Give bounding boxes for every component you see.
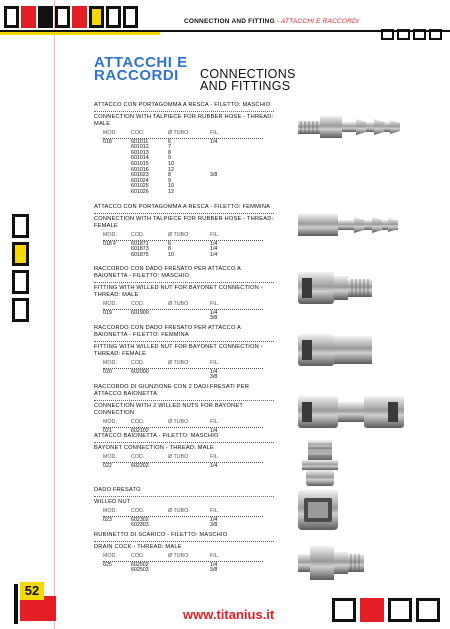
table-cell: 601900 [131,309,149,316]
table-cell: 018 [103,138,112,145]
table-body [103,464,274,470]
table-header-cell: Ø TUBO [168,360,189,366]
table-header-cell: MOD. [103,301,117,307]
product-image-018 [296,112,406,142]
table-cell: 7 [168,144,171,151]
table-header-cell: Ø TUBO [168,232,189,238]
entry-title-it: RACCORDO CON DADO FRESATO PER ATTACCO A BAIONETTA - FILETTO: FEMMINA [94,325,241,338]
table-header-cell: FIL. [210,360,220,366]
table-divider [103,427,263,428]
table-header-cell: FIL. [210,301,220,307]
table-cell: 601014 [131,155,149,162]
table-body [103,370,274,381]
table-cell: 602202 [131,462,149,469]
product-entry [94,102,274,196]
table-cell: 1/4 [210,240,218,247]
table-cell [168,316,210,322]
table-cell: 6 [168,138,171,145]
table-divider [103,561,263,562]
table-cell: 12 [168,166,174,173]
table-cell: 8 [168,246,171,253]
product-image-025 [296,540,366,586]
entry-divider [94,442,274,443]
table-cell [168,568,210,574]
table-cell [210,190,250,196]
product-entry [94,433,274,469]
table-cell: 1/4 [210,427,218,434]
table-cell [103,190,131,196]
table-header-cell: FIL. [210,553,220,559]
table-header-cell: MOD. [103,232,117,238]
table-header-cell: MOD. [103,130,117,136]
footer-decor-squares [332,598,440,622]
section-label: CONNECTION AND FITTING [184,18,275,25]
page-title-it [94,56,188,82]
table-cell: 601012 [131,144,149,151]
table-cell: 1/4 [210,138,218,145]
table-header-cell: Ø TUBO [168,301,189,307]
entry-divider [94,111,274,112]
code-table [103,361,274,367]
product-entry [94,487,274,529]
table-header-cell: MOD. [103,508,117,514]
entry-title-en: FITTING WITH WILLED NUT FOR BAYONET CONNECTION - THREAD: FEMALE [94,344,263,357]
product-entry [94,325,274,381]
table-cell [168,464,210,470]
table-body [103,242,274,259]
brand-logo [4,6,138,28]
table-header-cell: COD. [131,419,145,425]
table-cell: 1/4 [210,462,218,469]
entry-divider [94,496,274,497]
entry-title-en: DRAIN COCK - THREAD: MALE [94,544,182,550]
code-table [103,420,274,426]
table-cell: 1/4 [210,246,218,253]
table-divider [103,516,263,517]
table-cell: 019 [103,309,112,316]
entry-divider [94,282,274,283]
table-cell: 021 [103,427,112,434]
table-cell: 3/8 [210,567,218,574]
table-cell [103,523,131,529]
website-link[interactable]: www.titanius.it [183,607,275,622]
table-header-cell: FIL. [210,130,220,136]
product-entry [94,384,274,434]
table-body [103,140,274,196]
title-it-line2: RACCORDI [94,67,179,84]
table-divider [103,240,263,241]
table-cell: 602303 [131,522,149,529]
table-cell: 601873 [131,246,149,253]
table-cell: 3/8 [210,315,218,322]
table-cell: 10 [168,160,174,167]
title-en-line2: AND FITTINGS [200,79,291,93]
product-image-018f [296,212,406,238]
table-cell: 12 [168,188,174,195]
table-cell: 3/8 [210,172,218,179]
table-header-cell: COD. [131,130,145,136]
table-cell [103,568,131,574]
product-image-019 [296,268,376,308]
entry-title-it: RACCORDO CON DADO FRESATO PER ATTACCO A BAIONETTA - FILETTO: MASCHIO [94,266,241,279]
entry-title-it: RACCORDO DI GIUNZIONE CON 2 DADI FRESATI PER ATTACCO BAIONETTA [94,384,250,397]
product-entry [94,532,274,574]
product-image-023 [294,488,344,532]
section-label-it: - ATTACCHI E RACCORDI [276,18,359,25]
table-cell: 602102 [131,427,149,434]
table-cell: 601015 [131,160,149,167]
entry-title-it: ATTACCO CON PORTAGOMMA A RESCA - FILETTO: MASCHIO [94,102,271,108]
table-cell: 9 [168,177,171,184]
table-cell: 601024 [131,177,149,184]
top-accent-bar [0,32,160,35]
table-cell: 602302 [131,516,149,523]
table-cell: 9 [168,155,171,162]
title-en-line1: CONNECTIONS [200,67,296,81]
table-cell: 10 [168,251,174,258]
table-cell: 8 [168,172,171,179]
table-cell: 601011 [131,138,149,145]
table-cell [168,375,210,381]
table-header-cell: COD. [131,508,145,514]
table-cell [131,316,168,322]
table-cell: 1/4 [210,516,218,523]
table-header-cell: Ø TUBO [168,130,189,136]
page-title-en [200,68,296,92]
table-divider [103,138,263,139]
table-cell [168,523,210,529]
table-cell: 602000 [131,368,149,375]
entry-title-it: DADO FRESATO [94,487,141,493]
entry-title-it: RUBINETTO DI SCARICO - FILETTO: MASCHIO [94,532,228,538]
table-cell: 601023 [131,172,149,179]
table-cell: 601875 [131,251,149,258]
entry-title-en: FITTING WITH WILLED NUT FOR BAYONET CONNECTION - THREAD: MALE [94,285,263,298]
product-image-022 [296,438,346,488]
table-cell: 023 [103,516,112,523]
title-it-line1: ATTACCHI E [94,54,188,71]
table-divider [103,368,263,369]
table-header-cell: FIL. [210,232,220,238]
table-cell: 601016 [131,166,149,173]
header-decor-squares [381,29,442,40]
table-cell: 1/4 [210,561,218,568]
margin-line [54,0,55,629]
table-cell: 601013 [131,149,149,156]
table-cell: 602503 [131,567,149,574]
table-cell: 1/4 [210,368,218,375]
page-number: 52 [20,582,44,600]
table-cell: 601026 [131,188,149,195]
table-cell: 601871 [131,240,149,247]
table-cell: 10 [168,183,174,190]
table-cell: 3/8 [210,374,218,381]
table-header-cell: Ø TUBO [168,419,189,425]
entry-title-en: CONNECTION WITH TALPIECE FOR RUBBER HOSE - THREAD: MALE [94,114,274,127]
table-cell: 602502 [131,561,149,568]
table-header-cell: COD. [131,301,145,307]
table-header-cell: MOD. [103,419,117,425]
table-body [103,311,274,322]
table-header-cell: FIL. [210,419,220,425]
code-table [103,554,274,560]
code-table [103,131,274,137]
table-cell: 1/4 [210,309,218,316]
table-cell: 025 [103,561,112,568]
product-entry [94,266,274,322]
table-header-cell: MOD. [103,553,117,559]
entry-title-it: ATTACCO BAIONETTA - FILETTO: MASCHIO [94,433,219,439]
table-cell: 018 F [103,240,117,247]
product-entry [94,204,274,258]
table-body [103,518,274,529]
entry-title-en: CONNECTION WITH TALPIECE FOR RUBBER HOSE - THREAD: FEMALE [94,216,274,229]
table-header-cell: FIL. [210,454,220,460]
section-header [184,18,359,25]
table-header-cell: Ø TUBO [168,508,189,514]
table-divider [103,309,263,310]
entry-title-en: CONNECTION WITH 2 WILLED NUTS FOR BAYONET CONNECTION [94,403,243,416]
code-table [103,233,274,239]
product-image-020 [296,330,376,370]
side-decor-squares [12,214,29,322]
table-cell: 1/4 [210,251,218,258]
table-cell [103,316,131,322]
table-cell: 3/8 [210,522,218,529]
table-cell [103,375,131,381]
table-cell: 8 [168,149,171,156]
table-cell: 020 [103,368,112,375]
product-image-021 [296,392,406,432]
table-header-cell: FIL. [210,508,220,514]
code-table [103,509,274,515]
table-cell: 022 [103,462,112,469]
entry-divider [94,213,274,214]
entry-divider [94,400,274,401]
table-header-cell: MOD. [103,360,117,366]
table-divider [103,462,263,463]
table-header-cell: Ø TUBO [168,553,189,559]
entry-title-en: WILLED NUT [94,499,131,505]
entry-divider [94,341,274,342]
entry-title-it: ATTACCO CON PORTAGOMMA A RESCA - FILETTO: FEMMINA [94,204,271,210]
table-cell [131,375,168,381]
code-table [103,302,274,308]
table-cell [103,253,131,259]
table-body [103,563,274,574]
table-header-cell: COD. [131,454,145,460]
table-cell: 6 [168,240,171,247]
table-header-cell: COD. [131,360,145,366]
entry-title-en: BAYONET CONNECTION - THREAD: MALE [94,445,215,451]
entry-divider [94,541,274,542]
page-number-bar [14,584,18,624]
table-header-cell: COD. [131,232,145,238]
table-header-cell: MOD. [103,454,117,460]
table-header-cell: Ø TUBO [168,454,189,460]
table-header-cell: COD. [131,553,145,559]
table-cell: 601025 [131,183,149,190]
code-table [103,455,274,461]
